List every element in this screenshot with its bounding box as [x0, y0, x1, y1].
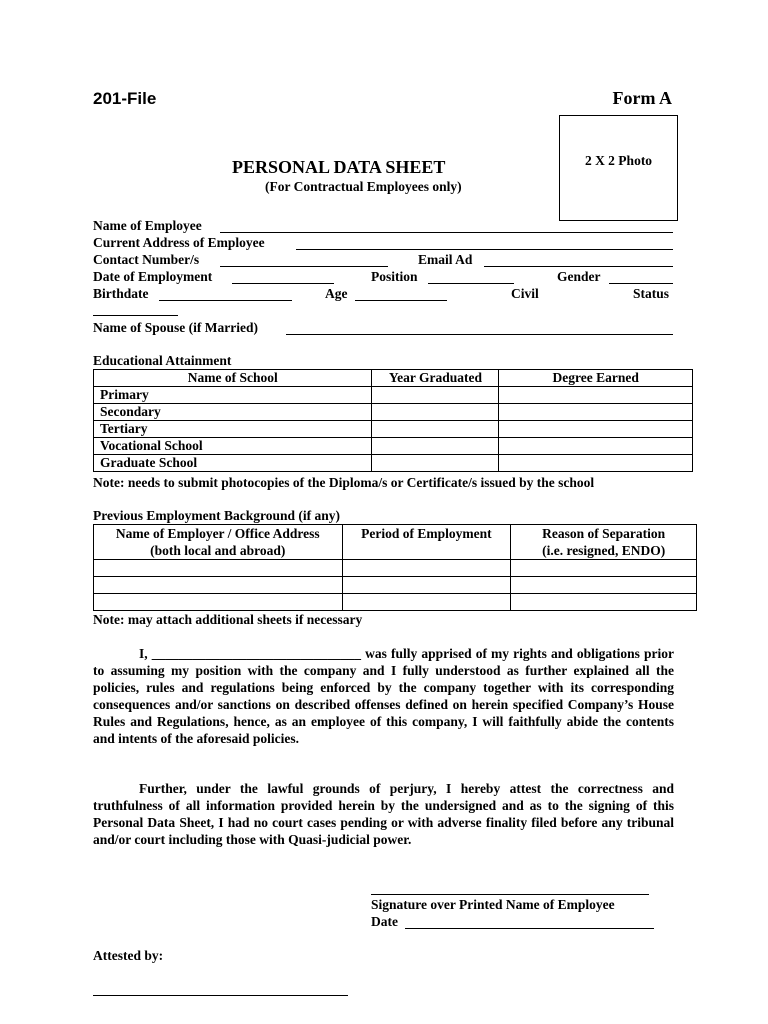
contact-numbers-field[interactable]	[220, 266, 388, 267]
age-label: Age	[325, 286, 348, 301]
declaration-text: was fully apprised of my rights and obligations prior to assuming my position with the company and I fully understood as further explained all the policies, rules and regulations being enforced by the company together with its corresponding consequences and/or sanctions on described offenses defined on herein specified Company’s House Rules and Regulations, hence, as an employee of this company, I will faithfully abide the contents and intents of the aforesaid policies.	[93, 646, 674, 746]
date-of-employment-label: Date of Employment	[93, 269, 213, 284]
education-table	[93, 369, 693, 472]
declaration-paragraph	[93, 645, 674, 747]
gender-label: Gender	[557, 269, 601, 284]
page-subtitle: (For Contractual Employees only)	[265, 179, 462, 194]
date-field[interactable]	[405, 928, 654, 929]
gender-field[interactable]	[609, 283, 673, 284]
date-label: Date	[371, 914, 398, 929]
position-field[interactable]	[428, 283, 514, 284]
year-cell[interactable]	[372, 387, 499, 404]
education-header-row	[94, 370, 693, 387]
table-row	[94, 560, 697, 577]
table-row	[94, 404, 693, 421]
position-label: Position	[371, 269, 418, 284]
reason-cell[interactable]	[511, 594, 697, 611]
birthdate-field[interactable]	[159, 300, 292, 301]
civil-status-field[interactable]	[93, 315, 178, 316]
employment-table	[93, 524, 697, 611]
birthdate-label: Birthdate	[93, 286, 149, 301]
signature-line[interactable]	[371, 894, 649, 895]
table-row	[94, 421, 693, 438]
column-header	[511, 525, 697, 560]
attested-signature-line[interactable]	[93, 995, 348, 996]
page-title: PERSONAL DATA SHEET	[232, 157, 446, 177]
column-header: Name of School	[94, 370, 372, 387]
degree-cell[interactable]	[499, 455, 693, 472]
reason-cell[interactable]	[511, 577, 697, 594]
column-header: Year Graduated	[372, 370, 499, 387]
column-header	[94, 525, 343, 560]
attested-by-label: Attested by:	[93, 948, 164, 963]
reason-header-line1: Reason of Separation	[542, 526, 666, 541]
table-row	[94, 455, 693, 472]
name-of-employee-field[interactable]	[220, 232, 673, 233]
table-row	[94, 387, 693, 404]
degree-cell[interactable]	[499, 387, 693, 404]
file-code: 201-File	[93, 89, 157, 108]
table-row	[94, 594, 697, 611]
employer-cell[interactable]	[94, 560, 343, 577]
row-label: Secondary	[94, 404, 372, 421]
column-header: Degree Earned	[499, 370, 693, 387]
current-address-field[interactable]	[296, 249, 673, 250]
reason-header-line2: (i.e. resigned, ENDO)	[542, 543, 666, 558]
form-label: Form A	[612, 88, 672, 108]
photo-label: 2 X 2 Photo	[584, 153, 653, 168]
row-label: Primary	[94, 387, 372, 404]
column-header: Period of Employment	[342, 525, 511, 560]
email-field[interactable]	[484, 266, 673, 267]
row-label: Tertiary	[94, 421, 372, 438]
education-note: Note: needs to submit photocopies of the Diploma/s or Certificate/s issued by the school	[93, 475, 595, 490]
name-of-employee-label: Name of Employee	[93, 218, 202, 233]
degree-cell[interactable]	[499, 438, 693, 455]
year-cell[interactable]	[372, 438, 499, 455]
degree-cell[interactable]	[499, 421, 693, 438]
year-cell[interactable]	[372, 421, 499, 438]
spouse-field[interactable]	[286, 334, 673, 335]
perjury-text: Further, under the lawful grounds of perjury, I hereby attest the correctness and truthfulness of all information provided herein by the undersigned and as to the signing of this Personal Data Sheet, I had no court cases pending or with adverse finality filed before any tribunal and/or court including those with Quasi-judicial power.	[93, 781, 674, 847]
perjury-paragraph	[93, 780, 674, 848]
period-cell[interactable]	[342, 594, 511, 611]
period-cell[interactable]	[342, 577, 511, 594]
reason-cell[interactable]	[511, 560, 697, 577]
employment-header-row	[94, 525, 697, 560]
current-address-label: Current Address of Employee	[93, 235, 265, 250]
year-cell[interactable]	[372, 404, 499, 421]
period-cell[interactable]	[342, 560, 511, 577]
employer-header-line1: Name of Employer / Office Address	[115, 526, 320, 541]
degree-cell[interactable]	[499, 404, 693, 421]
declaration-prefix: I,	[139, 646, 148, 661]
year-cell[interactable]	[372, 455, 499, 472]
declaration-name-blank[interactable]: _______________________________	[151, 646, 361, 661]
signature-label: Signature over Printed Name of Employee	[371, 897, 615, 912]
table-row	[94, 577, 697, 594]
age-field[interactable]	[355, 300, 447, 301]
email-label: Email Ad	[418, 252, 473, 267]
contact-numbers-label: Contact Number/s	[93, 252, 200, 267]
civil-label: Civil	[511, 286, 539, 301]
status-label: Status	[633, 286, 670, 301]
spouse-label: Name of Spouse (if Married)	[93, 320, 258, 335]
employment-note: Note: may attach additional sheets if necessary	[93, 612, 363, 627]
employer-cell[interactable]	[94, 594, 343, 611]
employment-heading: Previous Employment Background (if any)	[93, 508, 341, 523]
date-of-employment-field[interactable]	[232, 283, 334, 284]
education-heading: Educational Attainment	[93, 353, 232, 368]
table-row	[94, 438, 693, 455]
row-label: Graduate School	[94, 455, 372, 472]
photo-box	[559, 115, 678, 221]
employer-header-line2: (both local and abroad)	[150, 543, 286, 558]
row-label: Vocational School	[94, 438, 372, 455]
employer-cell[interactable]	[94, 577, 343, 594]
